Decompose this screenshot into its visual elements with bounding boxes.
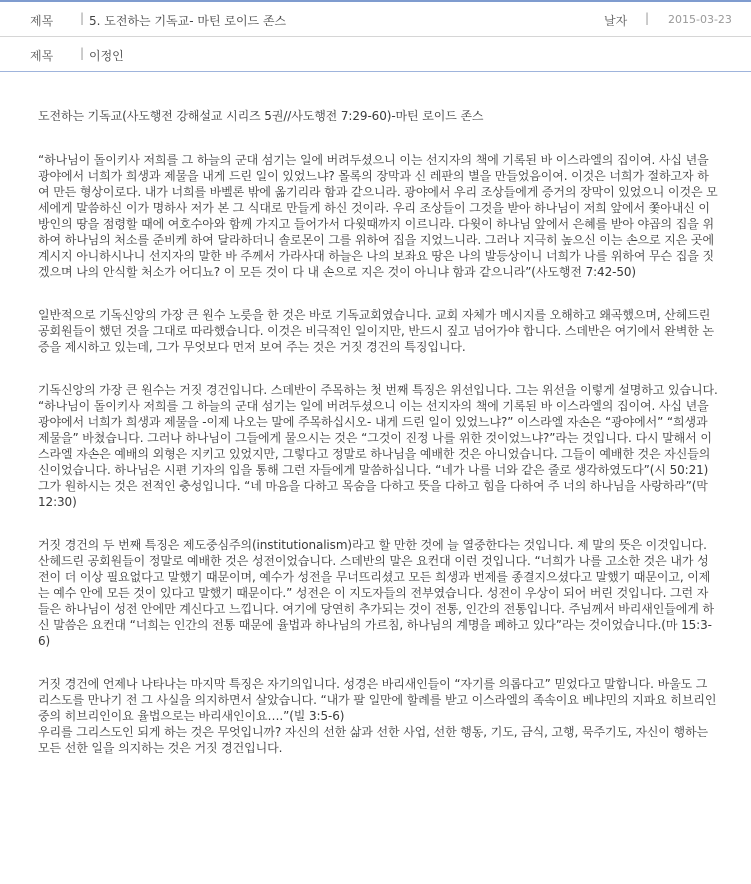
date-label: 날자: [604, 14, 628, 28]
title-label: 제목: [30, 14, 54, 28]
post-title: 5. 도전하는 기독교- 마틴 로이드 존스: [89, 14, 287, 28]
article-paragraph: 일반적으로 기독신앙의 가장 큰 원수 노릇을 한 것은 바로 기독교회였습니다. 교회 자체가 메시지를 오해하고 왜곡했으며, 산헤드린 공회원들이 했던 것을 그대로 따라했습니다. 이것은 비극적인 일이지만, 반드시 짚고 넘어가야 합니다. 스데반은 여기에서 완벽한 논증을 제시하고 있는데, 그가 무엇보다 먼저 보여 주는 것은 거짓 경건의 특징입니다.: [38, 308, 714, 354]
post-date: 2015-03-23: [668, 13, 732, 26]
article-body: [38, 108, 718, 783]
meta-separator: |: [645, 11, 650, 25]
article-paragraph: “하나님이 돌이키사 저희를 그 하늘의 군대 섬기는 일에 버려두셨으니 이는 선지자의 책에 기록된 바 이스라엘의 집이여. 사십 년을 광야에서 너희가 희생과 제물을 내게 드린 일이 있었느냐? 몰록의 장막과 신 레판의 별을 만들었음이여. 이것은 너희가 절하고자 하여 만든 형상이로다. 내가 너희를 바벨론 밖에 옮기리라 함과 같으니라. 광야에서 우리 조상들에게 증거의 장막이 있었으니 이것은 모세에게 말씀하신 이가 명하사 저가 본 그 식대로 만들게 하신 것이라. 우리 조상들이 그것을 받아 하나님이 저희 앞에서 쫓아내신 이방인의 땅을 점령할 때에 여호수아와 함께 가지고 들어가서 다윗때까지 이르니라. 다윗이 하나님 앞에서 은혜를 받아 야곱의 집을 위하여 하나님의 처소를 준비케 하여 달라하더니 솔로몬이 그를 위하여 집을 지었느니라. 그러나 지극히 높으신 이는 손으로 지은 곳에 계시지 아니하시나니 선지자의 말한 바 주께서 가라사대 하늘은 나의 보좌요 땅은 나의 발등상이니 너희가 나를 위하여 무슨 집을 짓겠으며 나의 안식할 처소가 어디뇨? 이 모든 것이 다 내 손으로 지은 것이 아니냐 함과 같으니라”(사도행전 7:42-50): [38, 153, 718, 279]
meta-row-title: [0, 0, 751, 37]
post-meta-table: [0, 0, 751, 72]
meta-separator: |: [80, 46, 85, 60]
author-label: 제목: [30, 49, 54, 63]
article-paragraph: 기독신앙의 가장 큰 원수는 거짓 경건입니다. 스데반이 주목하는 첫 번째 특징은 위선입니다. 그는 위선을 이렇게 설명하고 있습니다. “하나님이 돌이키사 저희를 그 하늘의 군대 섬기는 일에 버려두셨으니 이는 선지자의 책에 기록된 바 이스라엘의 집이여. 사십 년을 광야에서 너희가 희생과 제물을 -이제 나오는 말에 주목하십시오- 내게 드린 일이 있었느냐?” 이스라엘 자손은 “광야에서” “희생과 제물을” 바쳤습니다. 그러나 하나님이 그들에게 물으시는 것은 “그것이 진정 나를 위한 것이었느냐?”라는 것입니다. 다시 말해서 이스라엘 자손은 예배의 외형은 지키고 있었지만, 그렇다고 정말로 하나님을 예배한 것은 아니었습니다. 그들이 예배한 것은 자신들의 신이었습니다. 하나님은 시편 기자의 입을 통해 그런 자들에게 말씀하십니다. “네가 나를 너와 같은 줄로 생각하였도다”(시 50:21) 그가 원하시는 것은 전적인 충성입니다. “네 마음을 다하고 목숨을 다하고 뜻을 다하고 힘을 다하여 주 너의 하나님을 사랑하라”(막 12:30): [38, 383, 718, 509]
meta-row-author: [0, 37, 751, 72]
post-author: 이정인: [89, 49, 124, 63]
article-paragraph: 거짓 경건에 언제나 나타나는 마지막 특징은 자기의입니다. 성경은 바리새인들이 “자기를 의롭다고” 믿었다고 말합니다. 바울도 그리스도를 만나기 전 그 사실을 의지하면서 살았습니다. “내가 팔 일만에 할례를 받고 이스라엘의 족속이요 베냐민의 지파요 히브리인 중의 히브리인이요 율법으로는 바리새인이요….”(빌 3:5-6) 우리를 그리스도인 되게 하는 것은 무엇입니까? 자신의 선한 삶과 선한 사업, 선한 행동, 기도, 금식, 고행, 묵주기도, 자신이 행하는 모든 선한 일을 의지하는 것은 거짓 경건입니다.: [38, 677, 717, 755]
article-paragraph: 거짓 경건의 두 번째 특징은 제도중심주의(institutionalism)라고 할 만한 것에 늘 열중한다는 것입니다. 제 말의 뜻은 이것입니다. 산헤드린 공회원들이 정말로 예배한 것은 성전이었습니다. 스데반의 말은 요컨대 이런 것입니다. “너희가 나를 고소한 것은 내가 성전이 더 이상 필요없다고 말했기 때문이며, 예수가 성전을 무너뜨리셨고 모든 희생과 번제를 종결지으셨다고 말했기 때문이고, 이제는 예수 안에 모든 것이 있다고 말했기 때문이다.” 성전은 이 지도자들의 전부였습니다. 성전이 우상이 되어 버린 것입니다. 그런 자들은 하나님이 성전 안에만 계신다고 느낍니다. 여기에 당연히 추가되는 것이 전통, 인간의 전통입니다. 주님께서 바리새인들에게 하신 말씀은 요컨대 “너희는 인간의 전통 때문에 율법과 하나님의 가르침, 하나님의 계명을 폐하고 있다”라는 것이었습니다.(마 15:3-6): [38, 538, 714, 648]
article-heading: 도전하는 기독교(사도행전 강해설교 시리즈 5권//사도행전 7:29-60)-마틴 로이드 존스: [38, 109, 484, 123]
meta-separator: |: [80, 11, 85, 25]
